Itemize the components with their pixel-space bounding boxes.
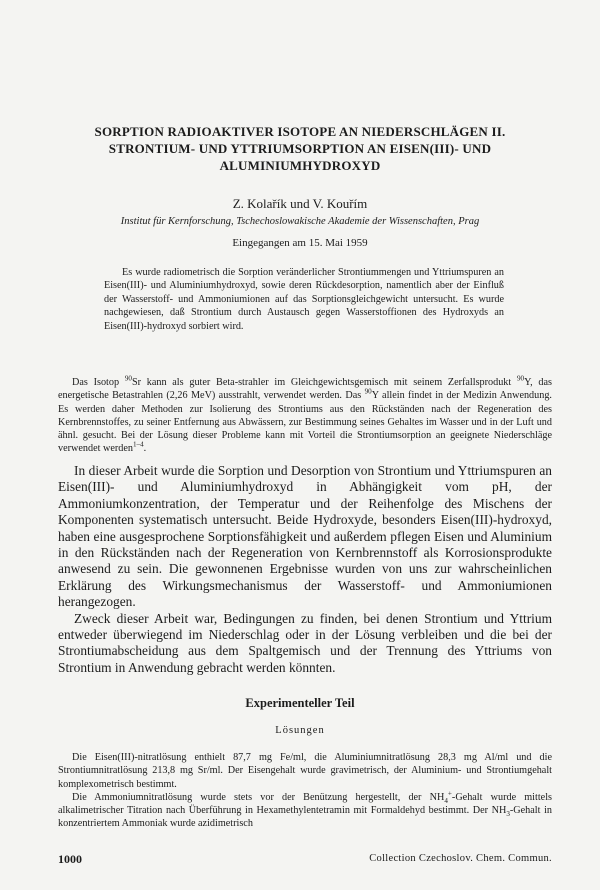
title-line-2: STRONTIUM- UND YTTRIUMSORPTION AN EISEN(III)- UND — [108, 141, 492, 156]
exp-text-a: Die Ammoniumnitratlösung wurde stets vor der Benützung hergestellt, der NH — [72, 791, 445, 803]
intro-sup-1: 90 — [124, 374, 132, 383]
exp-text-c: -Gehalt in konzentriertem Ammoniak wurde azidimetrisch — [58, 805, 552, 830]
abstract — [104, 266, 504, 333]
exp-sub-1: 4 — [444, 796, 448, 805]
experimental-paragraph-1: Die Eisen(III)-nitratlösung enthielt 87,7 mg Fe/ml, die Aluminiumnitratlösung 28,3 mg Al/ml und die Strontiumnitratlösung 213,8 mg Sr/ml. Der Eisengehalt wurde gravimetrisch, der Aluminium- und Strontiumgehalt komplexometrisch bestimmt. — [58, 752, 552, 790]
body-text — [58, 463, 552, 676]
intro-sup-2: 90 — [516, 374, 525, 383]
exp-sup-1: + — [447, 789, 452, 798]
subsection-heading: Lösungen — [275, 725, 325, 736]
authors: Z. Kolařík und V. Kouřím — [232, 196, 368, 211]
intro-text-end: . — [143, 443, 147, 455]
intro-reference: 1–4 — [132, 441, 144, 450]
affiliation: Institut für Kernforschung, Tschechoslowakische Akademie der Wissenschaften, Prag — [120, 216, 480, 227]
intro-paragraph — [58, 376, 552, 456]
abstract-text: Es wurde radiometrisch die Sorption veränderlicher Strontiummengen und Yttriumspuren an Eisen(III)- und Aluminiumhydroxyd, sowie deren Rückdesorption, namentlich aber der Einfluß der Wasserstoff- und Ammoniumionen auf das Sorptionsgleichgewicht untersucht. Es wurde nachgewiesen, daß Strontium durch Austausch gegen Wasserstoffionen des Hydroxyds an Eisen(III)-hydroxyd sorbiert wird. — [104, 267, 504, 332]
intro-text-b: Sr kann als guter Beta-strahler im Gleichgewichtsgemisch mit seinem Zerfallsprodukt — [131, 377, 517, 388]
intro-text-c: Y, das energetische Betastrahlen (2,26 MeV) ausstrahlt, verwendet werden. Das — [58, 377, 553, 402]
journal-name: Collection Czechoslov. Chem. Commun. — [369, 853, 552, 864]
article-title — [60, 123, 540, 174]
section-heading: Experimenteller Teil — [245, 696, 355, 710]
intro-text-a: Das Isotop — [72, 377, 125, 388]
title-line-1: SORPTION RADIOAKTIVER ISOTOPE AN NIEDERSCHLÄGEN II. — [94, 124, 506, 139]
experimental-paragraph-2 — [58, 791, 552, 831]
exp-text-b: -Gehalt wurde mittels alkalimetrischer Titration nach Überführung in Hexamethylentetramin mit Formaldehyd bestimmt. Der NH — [58, 791, 552, 817]
title-line-3: ALUMINIUMHYDROXYD — [219, 158, 381, 173]
exp-sub-2: 3 — [506, 810, 510, 819]
experimental-text — [58, 751, 552, 831]
page-number: 1000 — [58, 852, 82, 866]
body-paragraph-1: In dieser Arbeit wurde die Sorption und Desorption von Strontium und Yttriumspuren an Eisen(III)- und Aluminiumhydroxyd in Abhängigkeit vom pH, der Ammoniumkonzentration, der Temperatur und der Reihenfolge des Mischens der Komponenten systematisch untersucht. Beide Hydroxyde, besonders Eisen(III)-hydroxyd, haben eine ausgesprochene Sorptionsfähigkeit und außerdem pflegen Eisen und Aluminium in den Rückständen nach der Regeneration von Kernbrennstoff als Korrosionsprodukte anwesend zu sein. Die gewonnenen Ergebnisse wurden von uns zur wahrscheinlichen Erklärung des Wirkungsmechanismus der Wasserstoff- und Ammoniumionen herangezogen. — [58, 463, 552, 610]
intro-sup-3: 90 — [364, 387, 372, 396]
body-paragraph-2: Zweck dieser Arbeit war, Bedingungen zu finden, bei denen Strontium und Yttrium entweder überwiegend im Niederschlag oder in der Lösung verbleiben und die bei der Strontiumabscheidung aus dem Spaltgemisch und der Trennung des Yttriums von Strontium in Anwendung gebracht werden könnten. — [58, 610, 552, 675]
received-date: Eingegangen am 15. Mai 1959 — [232, 237, 368, 249]
intro-text-d: Y allein findet in der Medizin Anwendung. Es werden daher Methoden zur Isolierung des Strontiums aus den Rückständen nach der Regeneration des Kernbrennstoffes, zu seiner Entfernung aus Abwässern, zur Bestimmung seines Gehaltes im Wasser und in der Luft und ähnl. gesucht. Bei der Lösung dieser Probleme kann mit Vorteil die Strontiumsorption an geeignete Niederschläge verwendet werden — [58, 390, 552, 455]
